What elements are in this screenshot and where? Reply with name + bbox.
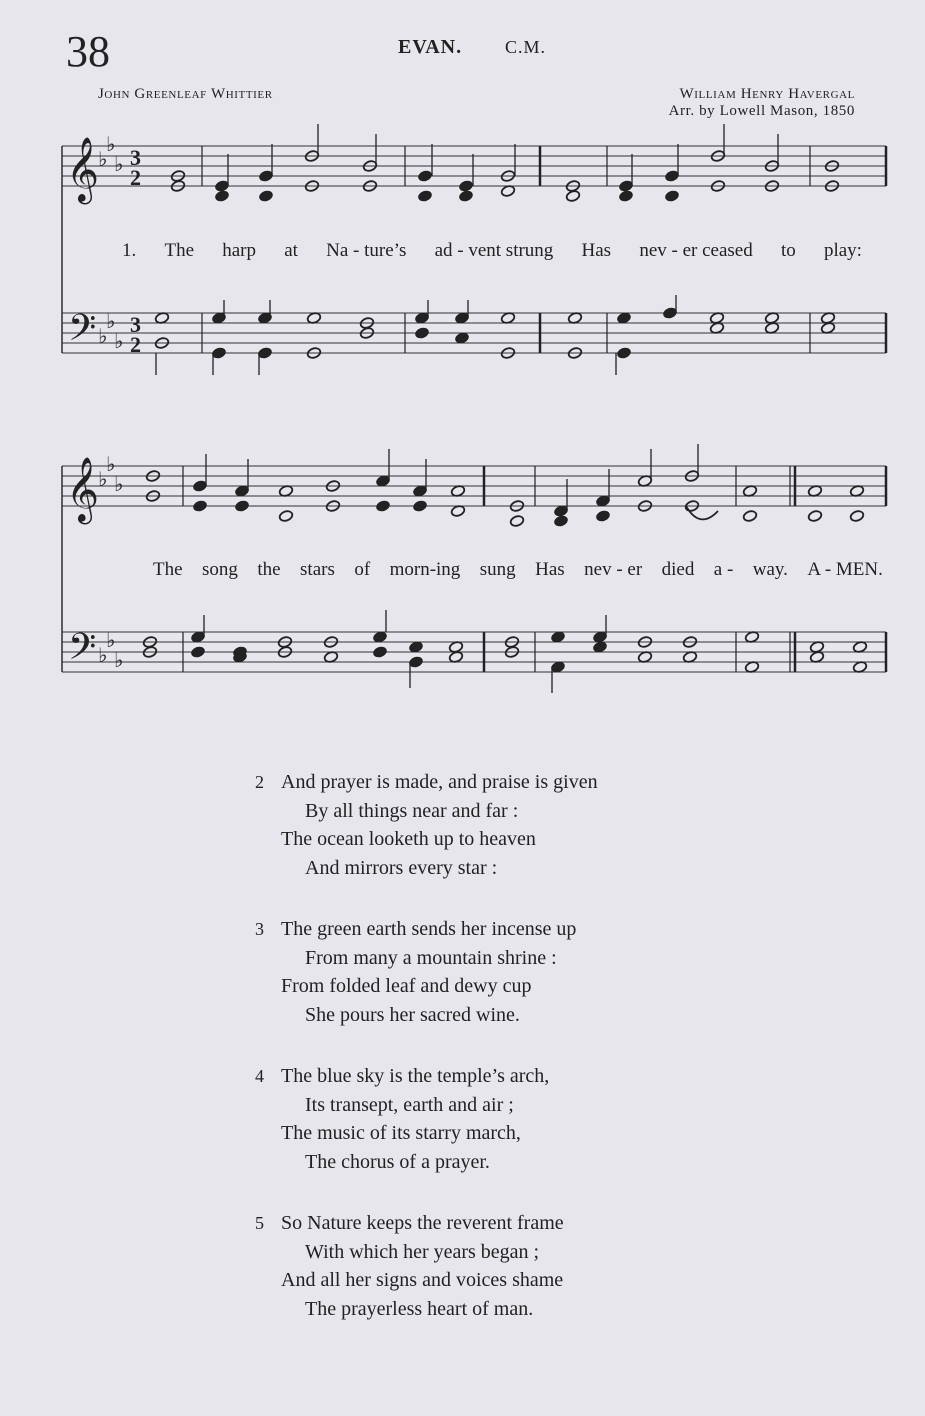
time-signature-bottom: 2: [130, 165, 141, 190]
quarter-note: [258, 190, 273, 203]
lyric-syllable: a -: [713, 559, 734, 580]
tie-slur: [686, 506, 718, 519]
lyric-syllable: harp: [222, 240, 256, 261]
flat-sign: ♭: [106, 628, 116, 652]
quarter-note: [618, 190, 633, 203]
stanza-line: Its transept, earth and air ;: [305, 1093, 514, 1116]
flat-sign: ♭: [106, 309, 116, 333]
page-number: 38: [66, 27, 110, 76]
hymn-meter: C.M.: [505, 37, 547, 57]
quarter-note: [458, 180, 473, 193]
half-note: [509, 515, 524, 528]
lyric-syllable: ad - vent strung: [434, 240, 554, 261]
quarter-note: [664, 190, 679, 203]
stanza-line: From folded leaf and dewy cup: [281, 975, 532, 997]
flat-sign: ♭: [98, 467, 108, 491]
quarter-note: [214, 190, 229, 203]
verse1-lyrics-line2: [153, 559, 883, 581]
half-note: [849, 510, 864, 523]
stanza-line: She pours her sacred wine.: [305, 1003, 520, 1026]
lyric-syllable: song: [202, 559, 238, 580]
stanza-line: From many a mountain shrine :: [305, 946, 557, 969]
quarter-note: [417, 190, 432, 203]
flat-sign: ♭: [114, 472, 124, 496]
flat-sign: ♭: [98, 147, 108, 171]
lyric-syllable: Has: [581, 240, 612, 261]
lyric-syllable: The: [153, 559, 183, 580]
lyric-syllable: at: [284, 240, 298, 261]
lyric-syllable: the: [257, 559, 281, 580]
lyric-syllable: 1.: [122, 240, 137, 261]
half-note: [807, 510, 822, 523]
author-credit: John Greenleaf Whittier: [98, 86, 273, 102]
composer-credit: William Henry Havergal: [679, 86, 855, 102]
flat-sign: ♭: [106, 132, 116, 156]
lyric-syllable: to: [780, 240, 796, 261]
quarter-note: [553, 515, 568, 528]
stanza-line: The prayerless heart of man.: [305, 1297, 534, 1320]
quarter-note: [234, 500, 249, 513]
hymn-title: EVAN.: [398, 36, 463, 58]
lyric-syllable: way.: [752, 559, 788, 580]
quarter-note: [375, 500, 390, 513]
flat-sign: ♭: [106, 452, 116, 476]
stanza-line: So Nature keeps the reverent frame: [281, 1212, 564, 1234]
lyric-syllable: nev - er ceased: [639, 240, 753, 261]
half-note: [742, 510, 757, 523]
arranger-credit: Arr. by Lowell Mason, 1850: [668, 103, 855, 119]
quarter-note: [192, 500, 207, 513]
stanza-line: The music of its starry march,: [281, 1122, 521, 1144]
lyric-syllable: play:: [823, 240, 862, 261]
half-note: [565, 190, 580, 203]
bass-clef-icon: 𝄢: [68, 307, 97, 358]
treble-clef-icon: 𝄞: [66, 457, 100, 522]
lyric-syllable: stars: [300, 559, 335, 580]
time-signature-top: 3: [130, 312, 141, 337]
stanza-number: 3: [255, 919, 264, 939]
stanza-line: The ocean looketh up to heaven: [281, 828, 536, 850]
lyric-syllable: A - MEN.: [807, 559, 883, 580]
quarter-note: [372, 646, 387, 659]
stanza-line: By all things near and far :: [305, 799, 519, 822]
time-signature-top: 3: [130, 145, 141, 170]
lyric-syllable: morn-ing: [389, 559, 461, 580]
stanza-line: And all her signs and voices shame: [281, 1269, 564, 1291]
stanza-line: And prayer is made, and praise is given: [281, 771, 598, 793]
quarter-note: [414, 327, 429, 340]
quarter-note: [417, 170, 432, 183]
time-signature-bottom: 2: [130, 332, 141, 357]
stanza-4: [255, 1062, 549, 1176]
treble-clef-icon: 𝄞: [66, 137, 100, 202]
lyric-syllable: of: [354, 559, 371, 580]
quarter-note: [616, 347, 631, 360]
stanza-5: [255, 1209, 564, 1323]
flat-sign: ♭: [114, 152, 124, 176]
flat-sign: ♭: [114, 329, 124, 353]
half-note: [278, 510, 293, 523]
lyric-syllable: The: [164, 240, 195, 261]
stanza-line: And mirrors every star :: [305, 856, 498, 879]
stanza-line: With which her years began ;: [305, 1240, 540, 1263]
quarter-note: [412, 500, 427, 513]
lyric-syllable: sung: [479, 559, 516, 580]
stanza-line: The green earth sends her incense up: [281, 918, 577, 940]
lyric-syllable: nev - er: [584, 559, 643, 580]
stanza-number: 2: [255, 772, 264, 792]
bass-clef-icon: 𝄢: [68, 626, 97, 677]
stanza-number: 5: [255, 1213, 264, 1233]
verse1-lyrics-line1: [122, 240, 862, 262]
stanza-number: 4: [255, 1066, 264, 1086]
quarter-note: [458, 190, 473, 203]
stanza-line: The chorus of a prayer.: [305, 1150, 490, 1173]
flat-sign: ♭: [98, 324, 108, 348]
stanza-2: [255, 768, 598, 882]
quarter-note: [190, 646, 205, 659]
quarter-note: [595, 510, 610, 523]
stanza-3: [255, 915, 576, 1029]
flat-sign: ♭: [98, 643, 108, 667]
lyric-syllable: Na - ture’s: [326, 240, 407, 261]
lyric-syllable: died: [661, 559, 695, 580]
lyric-syllable: Has: [535, 559, 565, 580]
stanza-line: The blue sky is the temple’s arch,: [281, 1065, 550, 1087]
flat-sign: ♭: [114, 648, 124, 672]
